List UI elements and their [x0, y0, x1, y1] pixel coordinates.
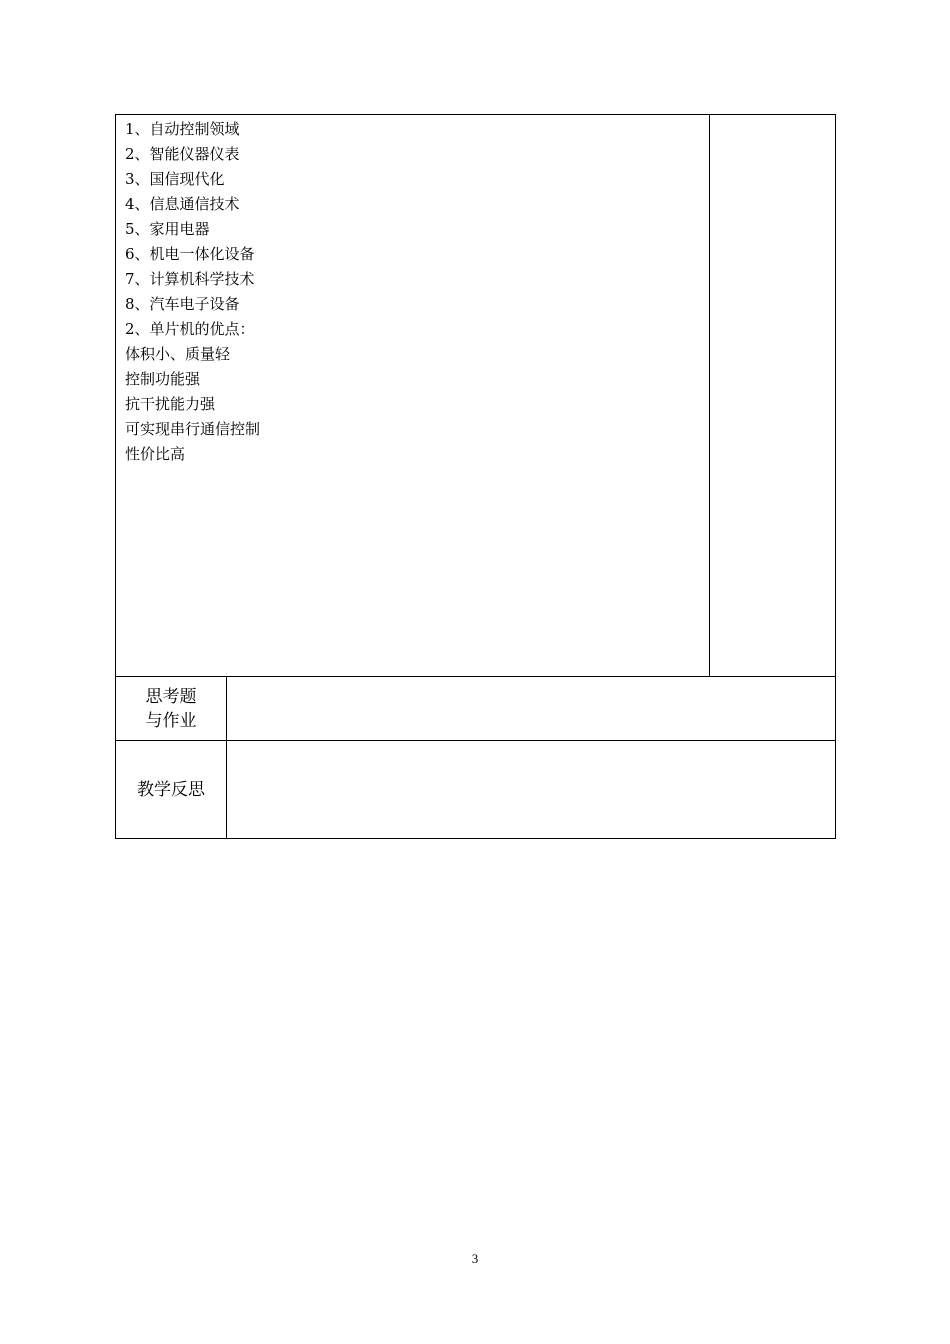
- homework-label-line1: 思考题: [145, 686, 197, 707]
- content-line: 可实现串行通信控制: [125, 420, 261, 438]
- content-cell: [116, 115, 710, 676]
- reflection-label-cell: [116, 741, 227, 838]
- content-line: 抗干扰能力强: [125, 395, 216, 413]
- content-line: 5、家用电器: [125, 220, 210, 238]
- content-line: 1、自动控制领域: [125, 120, 240, 138]
- content-line: 4、信息通信技术: [125, 195, 240, 213]
- reflection-value-cell: [227, 741, 835, 838]
- content-line: 体积小、质量轻: [125, 345, 231, 363]
- content-line: 2、单片机的优点：: [125, 320, 255, 338]
- content-line: 8、汽车电子设备: [125, 295, 240, 313]
- homework-label-line2: 与作业: [145, 710, 197, 731]
- content-line: 3、国信现代化: [125, 170, 225, 188]
- lesson-table: [115, 114, 836, 839]
- content-line: 控制功能强: [125, 370, 201, 388]
- homework-row: [116, 677, 835, 741]
- content-line: 2、智能仪器仪表: [125, 145, 240, 163]
- content-line: 6、机电一体化设备: [125, 245, 255, 263]
- reflection-label: 教学反思: [137, 779, 205, 800]
- content-row: [116, 115, 835, 677]
- notes-cell: [710, 115, 835, 676]
- content-line: 性价比高: [125, 445, 186, 463]
- content-line: 7、计算机科学技术: [125, 270, 255, 288]
- homework-label: [116, 677, 227, 740]
- homework-value-cell: [227, 677, 835, 740]
- reflection-row: [116, 741, 835, 838]
- page-number: 3: [471, 1251, 479, 1266]
